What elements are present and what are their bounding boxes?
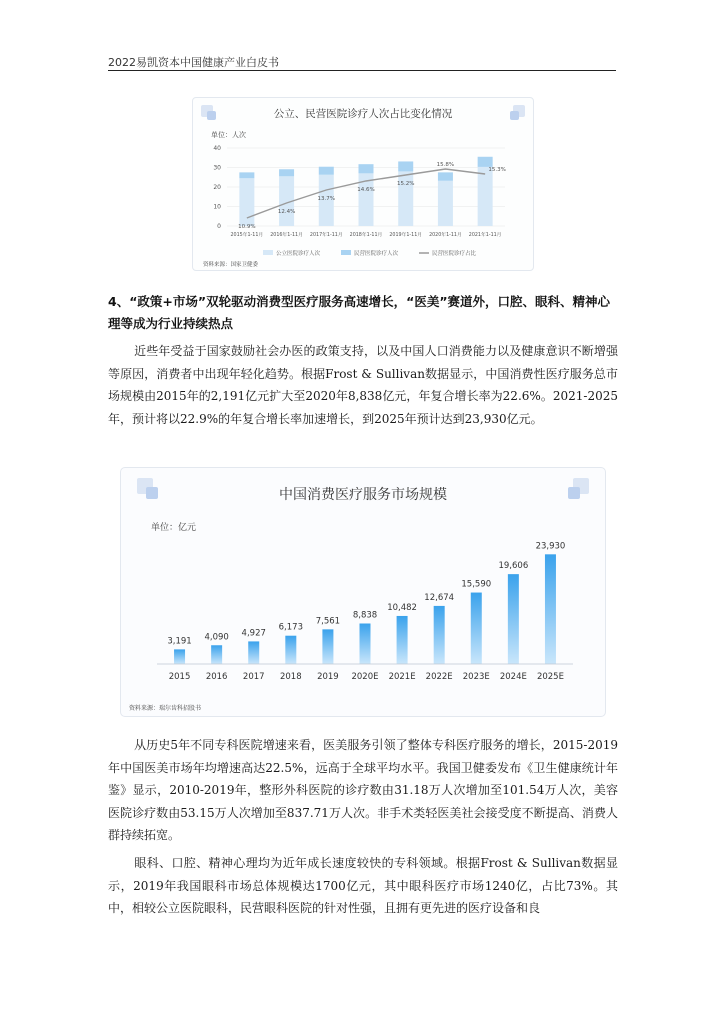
bar <box>285 636 296 664</box>
x-tick-label: 2024E <box>499 672 527 682</box>
x-tick-label: 2016年1-11月 <box>270 233 303 238</box>
paragraph-text: 近些年受益于国家鼓励社会办医的政策支持，以及中国人口消费能力以及健康意识不断增强等原因，消费者中出现年轻化趋势。根据Frost & Sullivan数据显示，中国消费性医疗服务总市场规模由2015年的2,191亿元扩大至2020年8,838亿元，年复合增长率为22.6%。2021-2025年，预计将以22.9%的年复合增长率加速增长，到2025年预计达到23,930亿元。 <box>108 344 618 426</box>
data-label: 15.8% <box>436 162 455 168</box>
bar-private <box>239 172 254 178</box>
data-label: 6,173 <box>278 622 303 633</box>
bar-private <box>359 164 374 173</box>
bar-public <box>398 171 413 226</box>
chart-title: 公立、民营医院诊疗人次占比变化情况 <box>273 108 453 120</box>
paragraph <box>108 734 618 847</box>
data-label: 10,482 <box>387 602 417 613</box>
bar <box>434 606 445 664</box>
bar <box>174 649 185 664</box>
data-label: 15,590 <box>461 579 492 590</box>
data-label: 7,561 <box>315 616 341 627</box>
data-label: 13.7% <box>317 196 336 202</box>
legend-label: 民营医院诊疗人次 <box>354 251 399 257</box>
legend-label: 公立医院诊疗人次 <box>276 251 321 257</box>
x-tick-label: 2022E <box>425 672 453 682</box>
chart-consumer-medical-market <box>121 468 606 716</box>
paragraph-text: 从历史5年不同专科医院增速来看，医美服务引领了整体专科医疗服务的增长，2015-2019年中国医美市场年均增速高达22.5%，远高于全球平均水平。我国卫健委发布《卫生健康统计年鉴》显示，2010-2019年，整形外科医院的诊疗数由31.18万人次增加至101.54万人次，美容医院诊疗数由53.15万人次增加至837.71万人次。非手术类轻医美社会接受度不断提高、消费人群持续拓宽。 <box>108 738 618 842</box>
data-label: 12.4% <box>277 209 296 215</box>
x-tick-label: 2015年1-11月 <box>230 233 264 238</box>
data-label: 15.2% <box>396 181 415 187</box>
chart-source: 资料来源：瑞尔齿科招股书 <box>129 705 202 712</box>
data-label: 8,838 <box>352 610 378 621</box>
data-label: 3,191 <box>167 636 192 647</box>
x-tick-label: 2019年1-11月 <box>389 233 423 238</box>
bar <box>397 616 408 664</box>
data-label: 4,927 <box>241 628 266 639</box>
x-tick-label: 2017年1-11月 <box>309 233 343 238</box>
bar-private <box>478 157 493 167</box>
paragraph <box>108 340 618 430</box>
x-tick-label: 2021E <box>388 672 416 682</box>
chart-unit: 单位：人次 <box>211 131 246 139</box>
bar <box>545 554 556 664</box>
y-tick-label: 20 <box>213 184 221 191</box>
bar-public <box>239 178 254 226</box>
x-tick-label: 2021年1-11月 <box>468 233 502 238</box>
figure-consumer-medical-market <box>120 467 606 717</box>
y-tick-label: 40 <box>213 145 221 152</box>
data-label: 4,090 <box>204 632 229 643</box>
chart-title: 中国消费医疗服务市场规模 <box>279 487 447 503</box>
bar <box>322 629 333 664</box>
y-tick-label: 10 <box>213 203 221 211</box>
bar-private <box>319 167 334 175</box>
chart-source: 资料来源：国家卫健委 <box>203 262 259 268</box>
x-tick-label: 2018 <box>279 672 302 682</box>
legend-label: 民营医院诊疗占比 <box>432 251 477 257</box>
data-label: 14.6% <box>357 187 375 193</box>
x-tick-label: 2019 <box>317 672 339 682</box>
x-tick-label: 2020E <box>351 672 379 682</box>
data-label: 10.9% <box>238 224 256 230</box>
bar-private <box>438 172 453 180</box>
x-tick-label: 2017 <box>242 672 265 682</box>
chart-unit: 单位：亿元 <box>151 523 197 533</box>
paragraph-text: 眼科、口腔、精神心理均为近年成长速度较快的专科领域。根据Frost & Sullivan数据显示，2019年我国眼科市场总体规模达1700亿元，其中眼科医疗市场1240亿，占比73%。其中，相较公立医院眼科，民营眼科医院的针对性强，且拥有更先进的医疗设备和良 <box>108 856 618 915</box>
bar <box>248 641 259 664</box>
data-label: 12,674 <box>424 592 455 603</box>
figure-hospital-visits <box>192 97 534 271</box>
data-label: 15.3% <box>488 167 506 173</box>
chart-hospital-visits <box>193 98 534 270</box>
bar-private <box>279 169 294 176</box>
data-label: 19,606 <box>498 561 529 572</box>
page-header: 2022易凯资本中国健康产业白皮书 <box>108 56 279 69</box>
y-tick-label: 0 <box>217 223 221 230</box>
bar-public <box>438 181 453 226</box>
bar <box>211 645 222 664</box>
bar-public <box>478 167 493 226</box>
x-tick-label: 2023E <box>462 672 490 682</box>
header-rule <box>108 70 616 71</box>
x-tick-label: 2018年1-11月 <box>349 233 383 238</box>
x-tick-label: 2020年1-11月 <box>429 233 462 238</box>
y-tick-label: 30 <box>213 164 221 172</box>
paragraph <box>108 852 618 920</box>
legend-swatch <box>341 250 351 255</box>
legend-swatch <box>263 250 273 255</box>
bar-private <box>398 161 413 171</box>
bar <box>508 574 519 664</box>
x-tick-label: 2016 <box>205 672 228 682</box>
bar <box>471 593 482 664</box>
section-heading: 4、“政策+市场”双轮驱动消费型医疗服务高速增长，“医美”赛道外，口腔、眼科、精神心理等成为行业持续热点 <box>108 294 611 331</box>
data-label: 23,930 <box>535 541 566 552</box>
x-tick-label: 2025E <box>536 672 564 682</box>
bar <box>360 623 371 664</box>
x-tick-label: 2015 <box>168 672 191 682</box>
